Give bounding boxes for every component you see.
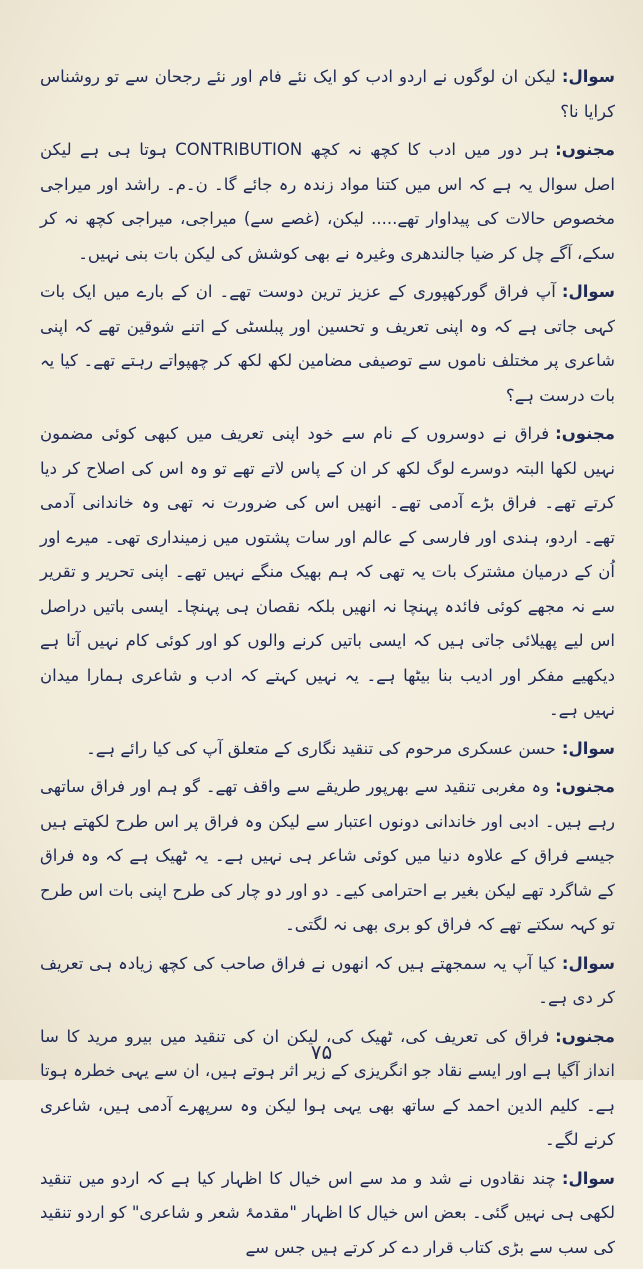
paragraph-text: فراق کی تعریف کی، ٹھیک کی، لیکن ان کی تنقید میں بیرو مرید کا سا انداز آگیا ہے اور ایسے نقاد جو انگریزی کے زیر اثر ہوتے ہیں، ان سے یہی خطرہ ہوتا ہے۔ کلیم الدین احمد کے ساتھ بھی یہی ہوا لیکن وہ سرپھرے آدمی ہیں، شاعری کرنے لگے۔ [40, 1026, 615, 1149]
answer-paragraph [40, 133, 615, 271]
speaker-label: سوال: [561, 953, 615, 973]
page-number: ۷۵ [310, 1040, 333, 1064]
speaker-label: سوال: [561, 282, 615, 301]
paragraph-text: لیکن ان لوگوں نے اردو ادب کو ایک نئے فام اور نئے رجحان سے تو روشناس کرایا نا؟ [40, 67, 615, 121]
question-paragraph [40, 1162, 615, 1266]
answer-paragraph [40, 417, 615, 728]
paragraph-text: کیا آپ یہ سمجھتے ہیں کہ انھوں نے فراق صاحب کی کچھ زیادہ ہی تعریف کر دی ہے۔ [40, 953, 615, 1007]
paragraph-text: ہر دور میں ادب کا کچھ نہ کچھ CONTRIBUTION ہوتا ہی ہے لیکن اصل سوال یہ ہے کہ اس میں کتنا مواد زندہ رہ جائے گا۔ ن۔م۔ راشد اور میراجی مخصوص حالات کی پیداوار تھے..... لیکن، (غصے سے) میراجی، میراجی کچھ نہ کر سکے، آگے چل کر ضیا جالندھری وغیرہ نے بھی کوشش کی لیکن بات بنی نہیں۔ [40, 140, 615, 263]
speaker-label: مجنوں: [555, 777, 615, 796]
speaker-label: سوال: [561, 67, 615, 86]
speaker-label: مجنوں: [555, 424, 615, 443]
paragraph-text: چند نقادوں نے شد و مد سے اس خیال کا اظہار کیا ہے کہ اردو میں تنقید لکھی ہی نہیں گئی۔ بعض اس خیال کا اظہار "مقدمۂ شعر و شاعری" کو اردو تنقید کی سب سے بڑی کتاب قرار دے کر کرتے ہیں جس سے [40, 1168, 615, 1257]
paragraph-text: آپ فراق گورکھپوری کے عزیز ترین دوست تھے۔ ان کے بارے میں ایک بات کہی جاتی ہے کہ وہ اپنی تعریف و تحسین اور پبلسٹی کے اتنے شوقین تھے کہ اپنی شاعری پر مختلف ناموں سے توصیفی مضامین لکھ لکھ کر چھپواتے رہتے تھے۔ کیا یہ بات درست ہے؟ [40, 282, 615, 405]
paragraph-text: فراق نے دوسروں کے نام سے خود اپنی تعریف میں کبھی کوئی مضمون نہیں لکھا البتہ دوسرے لوگ لکھ کر ان کے پاس لاتے تھے تو وہ اس کی اصلاح کر دیا کرتے تھے۔ فراق بڑے آدمی تھے۔ انھیں اس کی ضرورت نہ تھی وہ خاندانی آدمی تھے۔ اردو، ہندی اور فارسی کے عالم اور سات پشتوں میں زمینداری تھی۔ میرے اور اُن کے درمیان مشترک بات یہ تھی کہ ہم بھیک منگے نہیں تھے۔ اپنی تحریر و تقریر سے نہ مجھے کوئی فائدہ پہنچا نہ انھیں بلکہ نقصان ہی پہنچا۔ ایسی باتیں دراصل اس لیے پھیلائی جاتی ہیں کہ ایسی باتیں کرنے والوں کو اور کوئی کام نہیں آتا ہے دیکھیے مفکر اور ادیب بنا بیٹھا ہے۔ یہ نہیں کہتے کہ ادب و شاعری ہمارا میدان نہیں ہے۔ [40, 424, 615, 719]
speaker-label: سوال: [561, 738, 615, 758]
speaker-label: سوال: [561, 1168, 615, 1188]
interview-text [40, 60, 615, 1269]
paragraph-text: وہ مغربی تنقید سے بھرپور طریقے سے واقف تھے۔ گو ہم اور فراق ساتھی رہے ہیں۔ ادبی اور خاندانی دونوں اعتبار سے لیکن وہ فراق پر اس طرح لکھتے ہیں جیسے فراق کے علاوہ دنیا میں کوئی شاعر ہی نہیں ہے۔ یہ ٹھیک ہے کہ وہ فراق کے شاگرد تھے لیکن بغیر بے احترامی کیے۔ دو اور دو چار کی طرح اپنی بات اس طرح تو کہہ سکتے تھے کہ فراق کو بری بھی نہ لگتی۔ [40, 777, 615, 934]
question-paragraph [40, 60, 615, 129]
question-paragraph [40, 275, 615, 413]
speaker-label: مجنوں: [555, 1026, 615, 1046]
question-paragraph [40, 947, 615, 1016]
answer-paragraph [40, 770, 615, 943]
speaker-label: مجنوں: [555, 140, 615, 159]
question-paragraph [40, 732, 615, 767]
paragraph-text: حسن عسکری مرحوم کی تنقید نگاری کے متعلق آپ کی کیا رائے ہے۔ [86, 738, 556, 758]
